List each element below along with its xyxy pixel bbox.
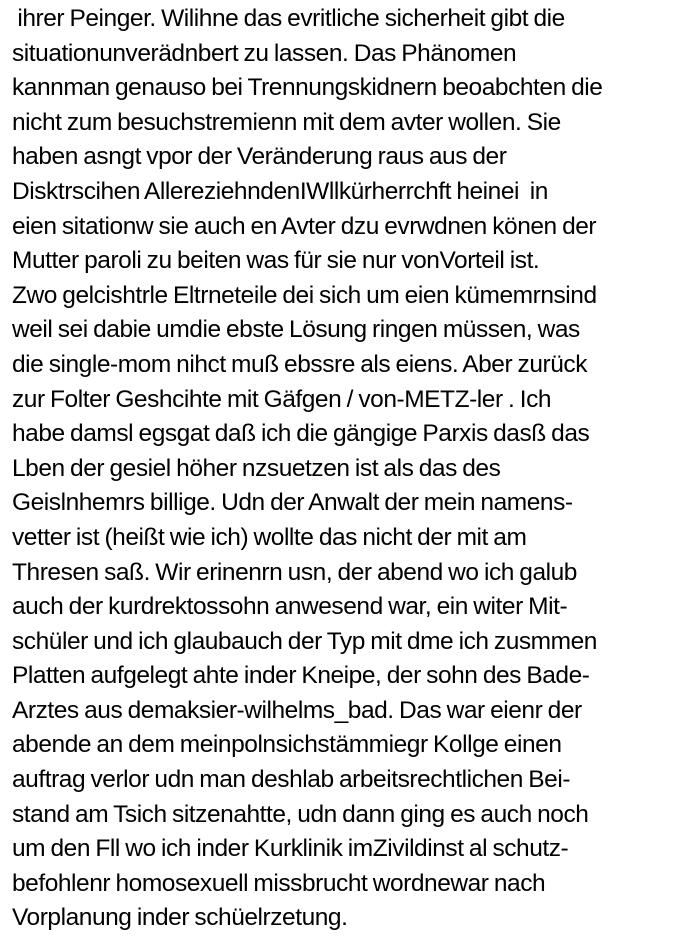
text-line: vetter ist (heißt wie ich) wollte das nicht der mit am <box>12 523 527 551</box>
text-line: stand am Tsich sitzenahtte, udn dann ging es auch noch <box>12 800 589 828</box>
text-line: Disktrscihen AllereziehndenIWllkürherrchft heinei in <box>12 177 548 205</box>
text-line: die single-mom nihct muß ebssre als eiens. Aber zurück <box>12 350 588 378</box>
text-line: weil sei dabie umdie ebste Lösung ringen müssen, was <box>12 316 580 344</box>
text-line: Zwo gelcishtrle Eltrneteile dei sich um eien kümemrnsind <box>12 281 597 309</box>
text-line: auftrag verlor udn man deshlab arbeitsrechtlichen Bei- <box>12 766 571 794</box>
text-line: Platten aufgelegt ahte inder Kneipe, der sohn des Bade- <box>12 662 590 690</box>
text-line: abende an dem meinpolnsichstämmiegr Kollge einen <box>12 731 562 759</box>
text-line: habe damsl egsgat daß ich die gängige Parxis dasß das <box>12 420 590 448</box>
text-line: schüler und ich glaubauch der Typ mit dme ich zusmmen <box>12 627 597 655</box>
text-line: Lben der gesiel höher nzsuetzen ist als das des <box>12 454 501 482</box>
text-line: um den Fll wo ich inder Kurklinik imZivildinst al schutz- <box>12 835 569 863</box>
text-line: ihrer Peinger. Wilihne das evritliche sicherheit gibt die <box>12 5 565 32</box>
text-line: Geislnhemrs billige. Udn der Anwalt der mein namens- <box>12 489 573 517</box>
text-line: Arztes aus demaksier-wilhelms_bad. Das war eienr der <box>12 696 582 724</box>
text-line: kannman genauso bei Trennungskidnern beoabchten die <box>12 74 603 102</box>
text-line: auch der kurdrektossohn anwesend war, ein witer Mit- <box>12 593 568 621</box>
text-line: Thresen saß. Wir erinenrn usn, der abend wo ich galub <box>12 558 577 586</box>
text-line: Vorplanung inder schüelrzetung. <box>12 904 348 932</box>
text-line: nicht zum besuchstremienn mit dem avter wollen. Sie <box>12 108 561 136</box>
text-line: haben asngt vpor der Veränderung raus aus der <box>12 143 507 171</box>
text-line: situationunverädnbert zu lassen. Das Phänomen <box>12 39 517 67</box>
text-line: eien sitationw sie auch en Avter dzu evrwdnen könen der <box>12 212 597 240</box>
text-line: Mutter paroli zu beiten was für sie nur vonVorteil ist. <box>12 247 540 275</box>
body-text <box>12 2 680 936</box>
text-line: befohlenr homosexuell missbrucht wordnewar nach <box>12 869 546 897</box>
text-line: zur Folter Geshcihte mit Gäfgen / von-METZ-ler . Ich <box>12 385 552 413</box>
